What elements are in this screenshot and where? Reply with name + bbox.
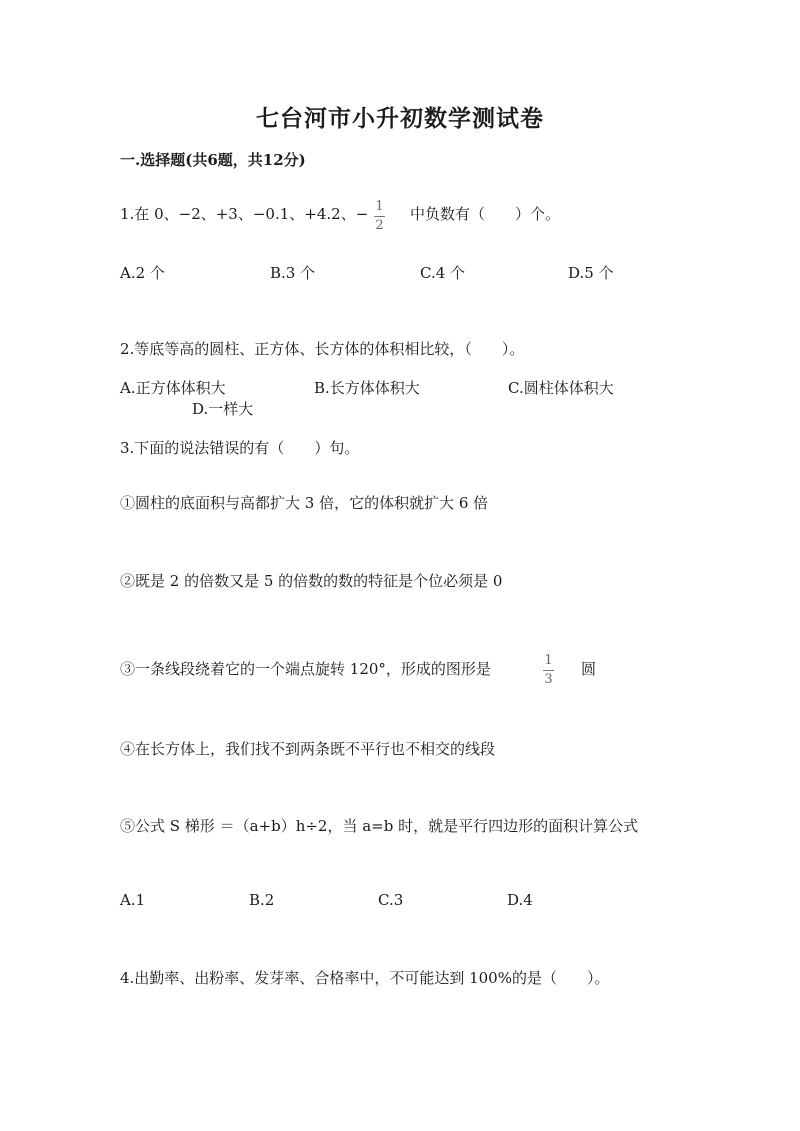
question-2-option-d: D.一样大 (192, 400, 254, 418)
question-2-stem: 2.等底等高的圆柱、正方体、长方体的体积相比较，（ ）。 (120, 340, 525, 358)
question-3-option-b: B.2 (249, 891, 275, 909)
page-title: 七台河市小升初数学测试卷 (256, 105, 544, 132)
question-1-option-c: C.4 个 (420, 264, 466, 282)
question-1-stem-after: 中负数有（ ）个。 (410, 205, 561, 223)
fraction-denominator: 3 (544, 672, 553, 687)
question-3-fraction (543, 654, 554, 686)
fraction-bar (374, 216, 385, 217)
question-3-statement-3-suffix: 圆 (581, 660, 597, 678)
fraction-denominator: 2 (375, 218, 384, 233)
question-1-option-d: D.5 个 (568, 264, 614, 282)
question-3-option-d: D.4 (507, 891, 533, 909)
question-1-option-b: B.3 个 (270, 264, 316, 282)
question-3-option-a: A.1 (120, 891, 146, 909)
question-4-stem: 4.出勤率、出粉率、发芽率、合格率中，不可能达到 100%的是（ ）。 (120, 969, 610, 987)
question-2-option-c: C.圆柱体体积大 (508, 379, 614, 397)
question-1-option-a: A.2 个 (120, 264, 165, 282)
question-1-stem-before: 1.在 0、−2、+3、−0.1、+4.2、− (120, 205, 369, 223)
question-3-statement-3: ③一条线段绕着它的一个端点旋转 120°，形成的图形是 (120, 660, 491, 678)
fraction-numerator: 1 (375, 199, 384, 214)
question-3-stem: 3.下面的说法错误的有（ ）句。 (120, 439, 360, 457)
question-3-statement-4: ④在长方体上，我们找不到两条既不平行也不相交的线段 (120, 740, 496, 758)
question-3-statement-2: ②既是 2 的倍数又是 5 的倍数的数的特征是个位必须是 0 (120, 572, 503, 590)
question-3-statement-1: ①圆柱的底面积与高都扩大 3 倍，它的体积就扩大 6 倍 (120, 494, 489, 512)
question-2-option-a: A.正方体体积大 (120, 379, 226, 397)
question-1-fraction (374, 200, 385, 232)
section-heading: 一.选择题(共6题，共12分) (120, 151, 306, 169)
question-3-option-c: C.3 (378, 891, 404, 909)
question-2-option-b: B.长方体体积大 (314, 379, 420, 397)
fraction-bar (543, 670, 554, 671)
fraction-numerator: 1 (544, 653, 553, 668)
question-3-statement-5: ⑤公式 S 梯形 ＝（a+b）h÷2，当 a=b 时，就是平行四边形的面积计算公式 (120, 817, 639, 835)
